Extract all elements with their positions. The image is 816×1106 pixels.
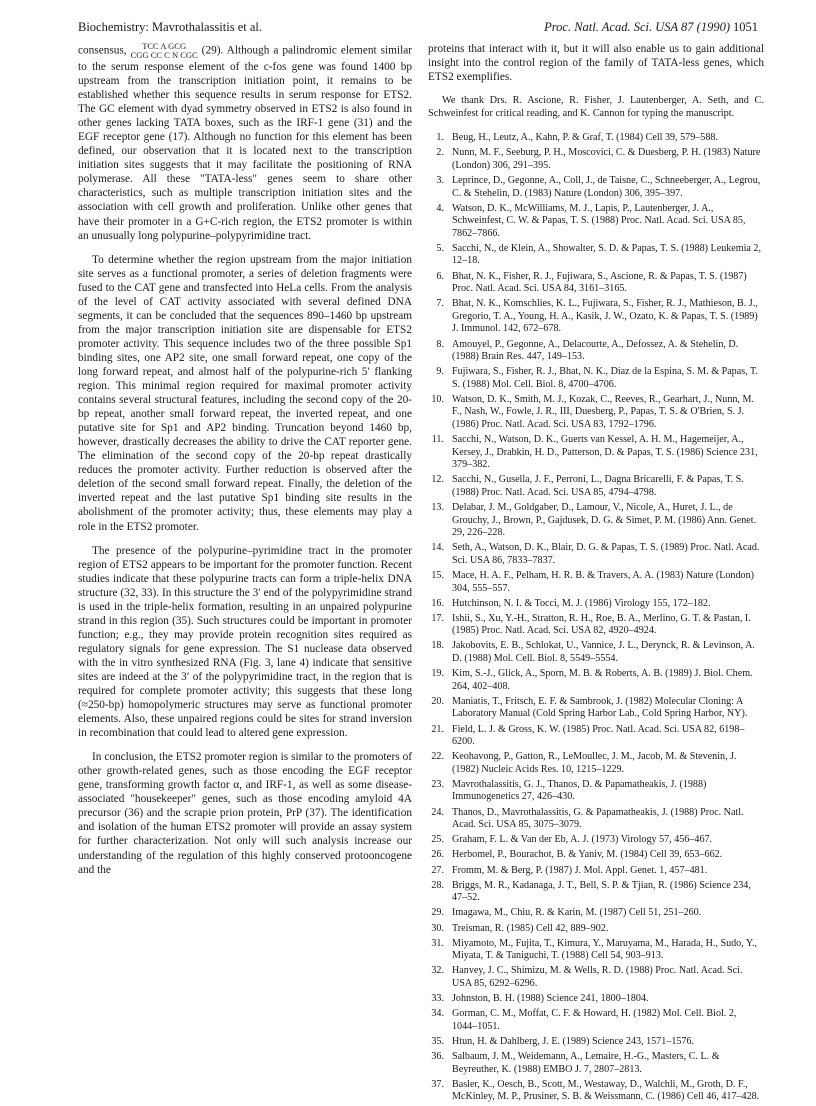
reference-text: Leprince, D., Gegonne, A., Coll, J., de Taisne, C., Schneeberger, A., Legrou, C. & Stehelin, D. (1983) Nature (London) 306, 395–397. bbox=[452, 174, 761, 199]
reference-item bbox=[428, 865, 764, 878]
reference-number: 32. bbox=[431, 965, 444, 977]
reference-text: Delabar, J. M., Goldgaber, D., Lamour, V., Nicole, A., Huret, J. L., de Grouchy, J., Brown, P., Gajdusek, D. G. & Simet, P. M. (1986) Ann. Genet. 29, 226–228. bbox=[452, 502, 757, 539]
reference-text: Sacchi, N., Gusella, J. F., Perroni, L., Dagna Bricarelli, F. & Papas, T. S. (1988) Proc. Natl. Acad. Sci. USA 85, 4794–4798. bbox=[452, 474, 744, 498]
reference-number: 37. bbox=[431, 1078, 444, 1090]
reference-text: Fujiwara, S., Fisher, R. J., Bhat, N. K., Diaz de la Espina, S. M. & Papas, T. S. (1988) Mol. Cell. Biol. 8, 4700–4706. bbox=[452, 366, 758, 390]
reference-text: Maniatis, T., Fritsch, E. F. & Sambrook, J. (1982) Molecular Cloning: A Laboratory Manual (Cold Spring Harbor Lab., Cold Spring Harbor, NY). bbox=[452, 695, 748, 720]
reference-text: Salbaum, J. M., Weidemann, A., Lemaire, H.-G., Masters, C. L. & Beyreuther, K. (1988) EMBO J. 7, 2807–2813. bbox=[452, 1051, 720, 1075]
reference-text: Briggs, M. R., Kadanaga, J. T., Bell, S. P. & Tjian, R. (1986) Science 234, 47–52. bbox=[452, 879, 751, 904]
reference-number: 23. bbox=[431, 778, 444, 790]
reference-text: Imagawa, M., Chiu, R. & Karin, M. (1987) Cell 51, 251–260. bbox=[452, 907, 702, 919]
reference-number: 30. bbox=[431, 922, 444, 934]
reference-number: 15. bbox=[431, 569, 444, 581]
reference-number: 29. bbox=[431, 907, 444, 919]
reference-number: 24. bbox=[431, 806, 444, 818]
reference-number: 18. bbox=[431, 640, 444, 652]
reference-item bbox=[428, 132, 764, 145]
reference-text: Jakobovits, E. B., Schlokat, U., Vannice, J. L., Derynck, R. & Levinson, A. D. (1988) Mol. Cell. Biol. 8, 5549–5554. bbox=[452, 640, 755, 665]
running-head-journal: Proc. Natl. Acad. Sci. USA 87 (1990) bbox=[544, 20, 730, 34]
reference-number: 25. bbox=[431, 834, 444, 846]
reference-text: Kim, S.-J., Glick, A., Sporn, M. B. & Roberts, A. B. (1989) J. Biol. Chem. 264, 402–408. bbox=[452, 668, 753, 692]
reference-number: 16. bbox=[431, 597, 444, 609]
reference-number: 17. bbox=[431, 612, 444, 624]
reference-item bbox=[428, 542, 764, 567]
reference-text: Gorman, C. M., Moffat, C. F. & Howard, H. (1982) Mol. Cell. Biol. 2, 1044–1051. bbox=[452, 1008, 737, 1032]
reference-text: Sacchi, N., de Klein, A., Showalter, S. D. & Papas, T. S. (1988) Leukemia 2, 12–18. bbox=[452, 242, 761, 267]
reference-item bbox=[428, 907, 764, 920]
paragraph-deletion-analysis: To determine whether the region upstream from the major initiation site serves as a functional promoter, a series of deletion fragments were fused to the CAT gene and transfected into HeLa cells. From the analysis of the level of CAT activity associated with several defined DNA segments, it can be concluded that the sequences 890–1460 bp upstream from the major transcription initiation site are dispensable for ETS2 promoter activity. This sequence includes two of the three possible Sp1 binding sites, one AP2 site, one small forward repeat, one copy of the long forward repeat, and almost half of the polypurine-rich 5′ flanking region. This minimal region required for maximal promoter activity contains several structural features, including the second copy of the 20-bp repeat, another small forward repeat, the inverted repeat, and one putative site for Sp1 and AP2 binding. Truncation beyond 1460 bp, however, drastically decreases the ability to drive the CAT reporter gene. The elimination of the second copy of the 20-bp repeat drastically reduces the promoter activity. Further reduction is observed after the deletion of the second small forward repeat. Finally, the deletion of the inverted repeat and the last putative Sp1 binding site results in the abolishment of the promoter activity; thus, these elements may play a role in the ETS2 promoter. bbox=[78, 253, 412, 533]
reference-number: 5. bbox=[436, 242, 444, 254]
reference-item bbox=[428, 668, 764, 693]
reference-text: Basler, K., Oesch, B., Scott, M., Westaway, D., Walchli, M., Groth, D. F., McKinley, M. P., Prusiner, S. B. & Weissmann, C. (1986) Cell 46, 417–428. bbox=[452, 1078, 760, 1103]
reference-text: Hanvey, J. C., Shimizu, M. & Wells, R. D. (1988) Proc. Natl. Acad. Sci. USA 85, 6292–6296. bbox=[452, 965, 743, 989]
reference-item bbox=[428, 339, 764, 364]
consensus-formula bbox=[131, 42, 198, 60]
reference-item bbox=[428, 598, 764, 611]
reference-number: 20. bbox=[431, 695, 444, 707]
reference-text: Herbomel, P., Bourachot, B. & Yaniv, M. (1984) Cell 39, 653–662. bbox=[452, 849, 723, 861]
reference-item bbox=[428, 271, 764, 296]
reference-item bbox=[428, 474, 764, 499]
reference-number: 4. bbox=[436, 202, 444, 214]
reference-text: Watson, D. K., McWilliams, M. J., Lapis, P., Lautenberger, J. A., Schweinfest, C. W. & Papas, T. S. (1988) Proc. Natl. Acad. Sci. USA 85, 7862–7866. bbox=[452, 202, 746, 239]
reference-text: Nunn, M. F., Seeburg, P. H., Moscovici, C. & Duesberg, P. H. (1983) Nature (London) 306, 291–395. bbox=[452, 147, 761, 171]
right-column bbox=[428, 42, 764, 1106]
reference-item bbox=[428, 724, 764, 749]
reference-number: 3. bbox=[436, 174, 444, 186]
reference-item bbox=[428, 394, 764, 432]
running-head-left: Biochemistry: Mavrothalassitis et al. bbox=[78, 20, 262, 34]
reference-item bbox=[428, 434, 764, 472]
reference-item bbox=[428, 613, 764, 638]
formula-top: TCC A GCG bbox=[142, 41, 187, 51]
reference-item bbox=[428, 366, 764, 391]
reference-item bbox=[428, 751, 764, 776]
reference-text: Mace, H. A. F., Pelham, H. R. B. & Travers, A. A. (1983) Nature (London) 304, 555–557. bbox=[452, 569, 754, 594]
reference-number: 1. bbox=[436, 132, 444, 144]
reference-number: 21. bbox=[431, 723, 444, 735]
reference-number: 11. bbox=[431, 434, 444, 446]
reference-item bbox=[428, 849, 764, 862]
reference-text: Beug, H., Leutz, A., Kahn, P. & Graf, T. (1984) Cell 39, 579–588. bbox=[452, 132, 718, 144]
reference-number: 7. bbox=[436, 298, 444, 310]
reference-number: 33. bbox=[431, 993, 444, 1005]
consensus-lead: consensus, bbox=[78, 44, 127, 57]
reference-text: Seth, A., Watson, D. K., Blair, D. G. & Papas, T. S. (1989) Proc. Natl. Acad. Sci. USA 86, 7833–7837. bbox=[452, 542, 760, 566]
reference-number: 22. bbox=[431, 751, 444, 763]
reference-text: Field, L. J. & Gross, K. W. (1985) Proc. Natl. Acad. Sci. USA 82, 6198–6200. bbox=[452, 723, 745, 748]
reference-item bbox=[428, 1051, 764, 1076]
paragraph-text: (29). Although a palindromic element similar to the serum response element of the c-fos gene was found 1400 bp upstream from the transcription initiation point, it remains to be established whether this sequence results in serum response for ETS2. The GC element with dyad symmetry observed in ETS2 is also found in other genes lacking TATA boxes, such as the IRF-1 gene (31) and the EGF receptor gene (17). Although no function for this element has been defined, our observation that it is located next to the transcription initiation sites suggests that it may facilitate the positioning of RNA polymerase. All these "TATA-less" genes seem to share other characteristics, such as multiple transcription initiation sites and the association with cell growth and proliferation. Unlike other genes that have their promoter in a G+C-rich region, the ETS2 promoter is within an unusually long polypurine–polypyrimidine tract. bbox=[78, 44, 412, 242]
reference-item bbox=[428, 175, 764, 200]
reference-item bbox=[428, 923, 764, 936]
reference-number: 13. bbox=[431, 502, 444, 514]
reference-text: Ishii, S., Xu, Y.-H., Stratton, R. H., Roe, B. A., Merlino, G. T. & Pastan, I. (1985) Proc. Natl. Acad. Sci. USA 82, 4920–4924. bbox=[452, 612, 751, 637]
reference-number: 9. bbox=[436, 366, 444, 378]
reference-item bbox=[428, 807, 764, 832]
reference-number: 12. bbox=[431, 474, 444, 486]
page-header bbox=[78, 20, 758, 38]
reference-number: 31. bbox=[431, 937, 444, 949]
formula-bottom: CGG CC C N CGC bbox=[130, 50, 198, 60]
reference-item bbox=[428, 298, 764, 336]
reference-text: Amouyel, P., Gegonne, A., Delacourte, A., Defossez, A. & Stehelin, D. (1988) Brain Res. 447, 149–153. bbox=[452, 338, 739, 363]
reference-text: Keohavong, P., Gatton, R., LeMoullec, J. M., Jacob, M. & Stevenin, J. (1982) Nucleic Acids Res. 10, 1215–1229. bbox=[452, 751, 737, 775]
reference-number: 10. bbox=[431, 393, 444, 405]
page-number: 1051 bbox=[733, 20, 758, 34]
reference-text: Watson, D. K., Smith, M. J., Kozak, C., Reeves, R., Gearhart, J., Nunn, M. F., Nash, W., Fowle, J. R., III, Duesberg, P., Papas, T. S. & O'Brien, S. J. (1986) Proc. Natl. Acad. Sci. USA 83, 1792–1796. bbox=[452, 393, 754, 430]
reference-text: Miyamoto, M., Fujita, T., Kimura, Y., Maruyama, M., Harada, H., Sudo, Y., Miyata, T. & Taniguchi, T. (1988) Cell 54, 903–913. bbox=[452, 937, 757, 962]
reference-item bbox=[428, 1036, 764, 1049]
acknowledgments: We thank Drs. R. Ascione, R. Fisher, J. Lautenberger, A. Seth, and C. Schweinfest for critical reading, and K. Cannon for typing the manuscript. bbox=[428, 95, 764, 120]
reference-number: 6. bbox=[436, 270, 444, 282]
reference-item bbox=[428, 880, 764, 905]
reference-item bbox=[428, 243, 764, 268]
reference-text: Johnston, B. H. (1988) Science 241, 1800–1804. bbox=[452, 993, 649, 1005]
reference-list bbox=[428, 132, 764, 1104]
reference-text: Bhat, N. K., Komschlies, K. L., Fujiwara, S., Fisher, R. J., Mathieson, B. J., Gregorio, T. A., Young, H. A., Kasik, J. W., Ozato, K. & Papas, T. S. (1989) J. Immunol. 142, 672–678. bbox=[452, 298, 758, 335]
reference-number: 14. bbox=[431, 542, 444, 554]
reference-number: 34. bbox=[431, 1008, 444, 1020]
reference-item bbox=[428, 696, 764, 721]
paragraph-consensus bbox=[78, 42, 412, 243]
reference-item bbox=[428, 834, 764, 847]
reference-text: Htun, H. & Dahlberg, J. E. (1989) Science 243, 1571–1576. bbox=[452, 1035, 695, 1047]
reference-text: Treisman, R. (1985) Cell 42, 889–902. bbox=[452, 922, 609, 934]
left-column bbox=[78, 42, 412, 877]
reference-number: 26. bbox=[431, 849, 444, 861]
reference-text: Thanos, D., Mavrothalassitis, G. & Papamatheakis, J. (1988) Proc. Natl. Acad. Sci. USA 85, 3075–3079. bbox=[452, 806, 744, 831]
reference-number: 27. bbox=[431, 864, 444, 876]
reference-item bbox=[428, 965, 764, 990]
reference-text: Graham, F. L. & Van der Eb, A. J. (1973) Virology 57, 456–467. bbox=[452, 834, 713, 846]
paragraph-polypurine-tract: The presence of the polypurine–pyrimidine tract in the promoter region of ETS2 appears to be important for the promoter function. Recent studies indicate that these polypurine tracts can form a triple-helix DNA structure (32, 33). In this structure the 3′ end of the polypyrimidine strand is used in the triple-helix formation, resulting in an unpaired polypurine strand in this region (35). Such structures could be important in promoter function; e.g., they may provide protein recognition sites required as regulatory signals for gene expression. The S1 nuclease data observed with the in vitro synthesized RNA (Fig. 3, lane 4) indicate that sensitive sites are indeed at the 3′ of the polypyrimidine tract, in the region that is required for complete promoter activity; this suggests that these long (≈250-bp) homopolymeric structures may serve as functional promoter elements. Also, these unpaired regions could be sites for strand inversion in recombination that could lead to altered gene expression. bbox=[78, 544, 412, 740]
reference-item bbox=[428, 779, 764, 804]
reference-text: Bhat, N. K., Fisher, R. J., Fujiwara, S., Ascione, R. & Papas, T. S. (1987) Proc. Natl. Acad. Sci. USA 84, 3161–3165. bbox=[452, 270, 747, 295]
reference-text: Mavrothalassitis, G. J., Thanos, D. & Papamatheakis, J. (1988) Immunogenetics 27, 426–430. bbox=[452, 778, 707, 803]
reference-number: 28. bbox=[431, 879, 444, 891]
reference-item bbox=[428, 502, 764, 540]
reference-number: 36. bbox=[431, 1051, 444, 1063]
reference-item bbox=[428, 1008, 764, 1033]
paragraph-conclusion: In conclusion, the ETS2 promoter region is similar to the promoters of other growth-related genes, such as those encoding the EGF receptor gene, transforming growth factor α, and IRF-1, as well as some disease-associated "housekeeper" genes, such as those encoding amyloid 4A precursor (36) and the scrapie prion protein, PrP (37). The identification and isolation of the human ETS2 promoter will provide an assay system for further characterization. Not only will such analysis increase our understanding of the regulation of this highly conserved protooncogene and the bbox=[78, 751, 412, 876]
reference-item bbox=[428, 938, 764, 963]
reference-text: Hutchinson, N. I. & Tocci, M. J. (1986) Virology 155, 172–182. bbox=[452, 597, 711, 609]
reference-item bbox=[428, 203, 764, 241]
reference-text: Fromm, M. & Berg, P. (1987) J. Mol. Appl. Genet. 1, 457–481. bbox=[452, 864, 708, 876]
reference-number: 2. bbox=[436, 147, 444, 159]
reference-item bbox=[428, 147, 764, 172]
paragraph-continued: proteins that interact with it, but it will also enable us to gain additional insight into the control region of the family of TATA-less genes, which ETS2 exemplifies. bbox=[428, 43, 764, 84]
reference-item bbox=[428, 570, 764, 595]
reference-item bbox=[428, 640, 764, 665]
reference-number: 8. bbox=[436, 338, 444, 350]
reference-number: 35. bbox=[431, 1035, 444, 1047]
reference-number: 19. bbox=[431, 668, 444, 680]
reference-item bbox=[428, 1079, 764, 1104]
reference-item bbox=[428, 993, 764, 1006]
reference-text: Sacchi, N., Watson, D. K., Guerts van Kessel, A. H. M., Hagemeijer, A., Kersey, J., Drabkin, H. D., Patterson, D. & Papas, T. S. (1986) Science 231, 379–382. bbox=[452, 434, 758, 471]
